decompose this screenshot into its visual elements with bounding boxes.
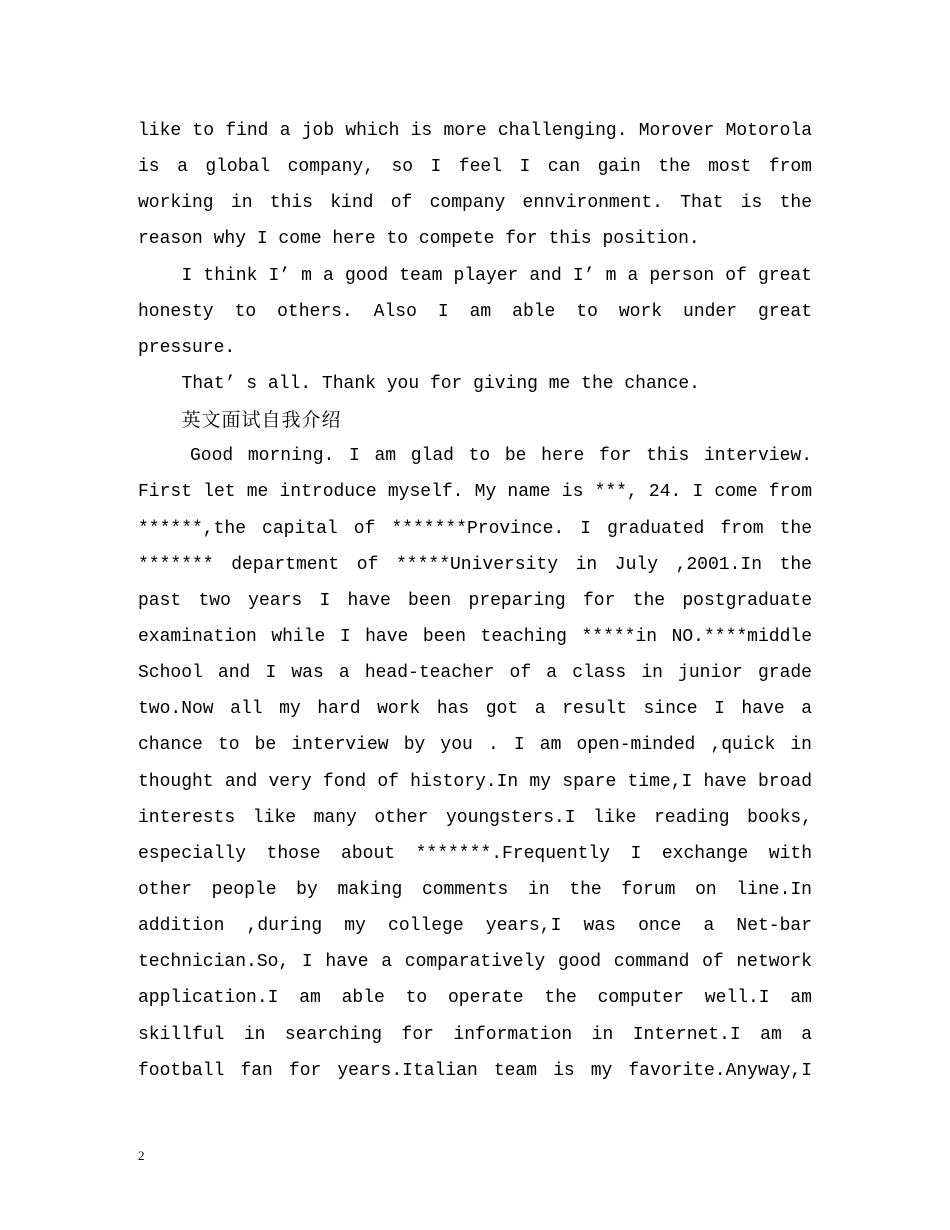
paragraph [138, 366, 812, 402]
text-line: That’ s all. Thank you for giving me the chance. [181, 373, 700, 394]
text-line: examination while I have been teaching *****in NO.****middle [138, 626, 812, 647]
text-line: reason why I come here to compete for this position. [138, 229, 700, 250]
text-line: addition ,during my college years,I was once a Net-bar [138, 916, 812, 937]
text-body [138, 113, 812, 1089]
text-line: other people by making comments in the forum on line.In [138, 879, 812, 900]
section-heading: 英文面试自我介绍 [181, 409, 342, 432]
text-line: especially those about *******.Frequently I exchange with [138, 843, 812, 864]
text-line: First let me introduce myself. My name is ***, 24. I come from [138, 482, 812, 503]
page-number: 2 [138, 1148, 145, 1163]
text-line: application.I am able to operate the computer well.I am [138, 988, 812, 1009]
text-line: working in this kind of company ennvironment. That is the [138, 193, 812, 214]
text-line: thought and very fond of history.In my spare time,I have broad [138, 771, 812, 792]
text-line: two.Now all my hard work has got a result since I have a [138, 699, 812, 720]
paragraph [138, 258, 812, 366]
paragraph [138, 113, 812, 258]
text-line: pressure. [138, 337, 236, 358]
text-line: football fan for years.Italian team is my favorite.Anyway,I [138, 1060, 812, 1081]
text-line: honesty to others. Also I am able to work under great [138, 301, 812, 322]
text-line: ******,the capital of *******Province. I graduated from the [138, 518, 812, 539]
text-line: I think I’ m a good team player and I’ m a person of great [181, 265, 812, 286]
text-line: chance to be interview by you . I am open-minded ,quick in [138, 735, 812, 756]
text-line: ******* department of *****University in July ,2001.In the [138, 554, 812, 575]
text-line: past two years I have been preparing for the postgraduate [138, 590, 812, 611]
text-line: technician.So, I have a comparatively good command of network [138, 952, 812, 973]
text-line: like to find a job which is more challenging. Morover Motorola [138, 121, 812, 141]
text-line: School and I was a head-teacher of a class in junior grade [138, 663, 812, 684]
text-line: Good morning. I am glad to be here for this interview. [190, 446, 812, 467]
paragraph [138, 438, 812, 1089]
text-line: interests like many other youngsters.I like reading books, [138, 807, 812, 828]
text-line: is a global company, so I feel I can gain the most from [138, 157, 812, 178]
text-line: skillful in searching for information in Internet.I am a [138, 1024, 812, 1045]
